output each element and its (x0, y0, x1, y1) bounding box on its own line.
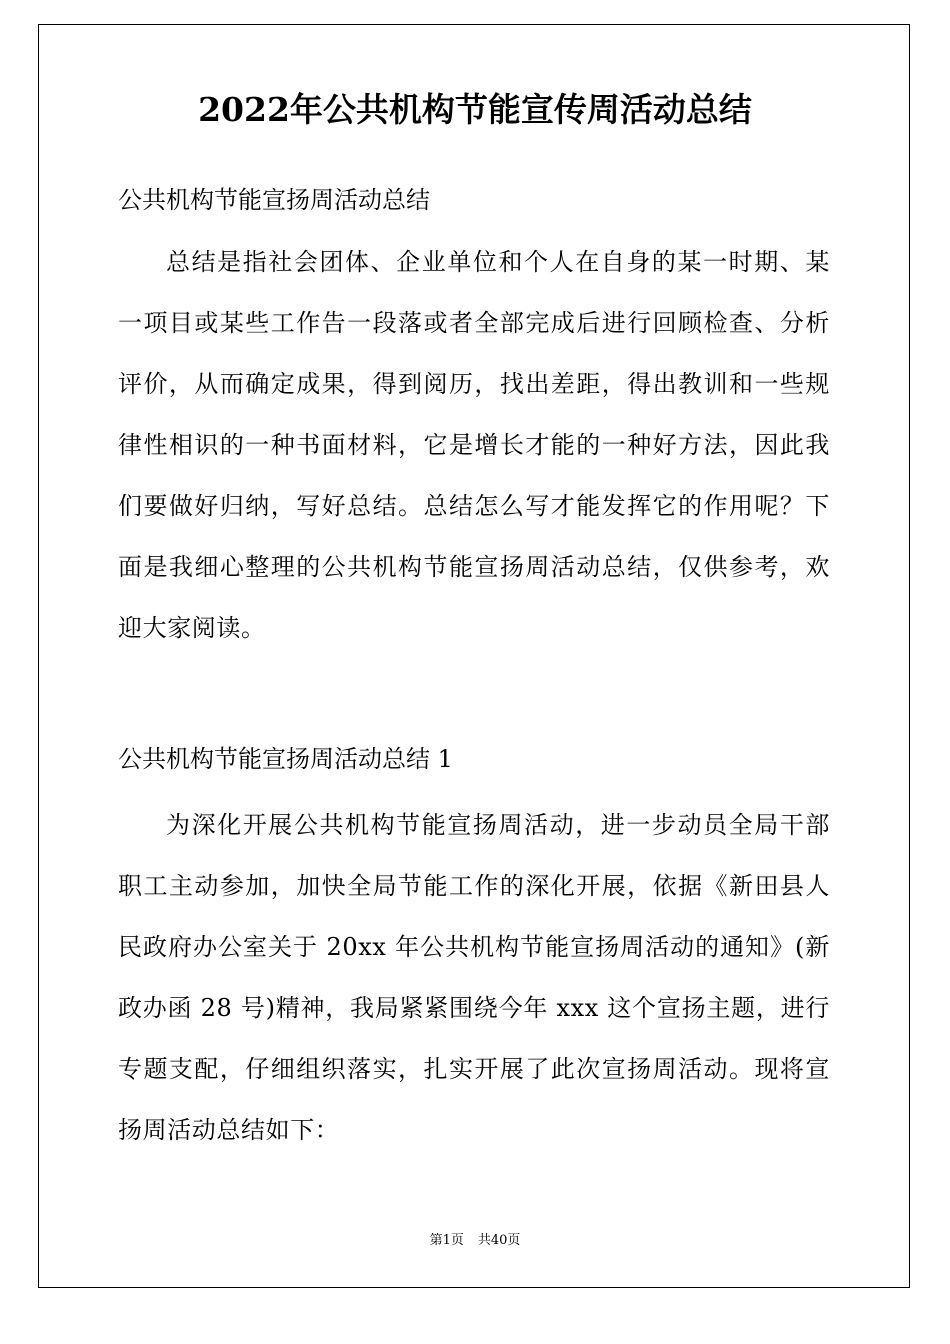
section-heading: 公共机构节能宣扬周活动总结 (118, 186, 430, 214)
page-number: 第1页 (429, 1233, 464, 1248)
subsection-heading: 公共机构节能宣扬周活动总结 1 (118, 745, 453, 773)
intro-paragraph: 总结是指社会团体、企业单位和个人在自身的某一时期、某一项目或某些工作告一段落或者全部完成后进行回顾检查、分析评价，从而确定成果，得到阅历，找出差距，得出教训和一些规律性相识的一种书面材料，它是增长才能的一种好方法，因此我们要做好归纳，写好总结。总结怎么写才能发挥它的作用呢？下面是我细心整理的公共机构节能宣扬周活动总结，仅供参考，欢迎大家阅读。 (118, 248, 830, 642)
page-total: 共40页 (477, 1233, 521, 1248)
body-paragraph: 为深化开展公共机构节能宣扬周活动，进一步动员全局干部职工主动参加，加快全局节能工作的深化开展，依据《新田县人民政府办公室关于 20xx 年公共机构节能宣扬周活动的通知》(新政办函 28 号)精神，我局紧紧围绕今年 xxx 这个宣扬主题，进行专题支配，仔细组织落实，扎实开展了此次宣扬周活动。现将宣扬周活动总结如下： (118, 811, 830, 1144)
page-footer (0, 1231, 950, 1251)
document-title: 2022年公共机构节能宣传周活动总结 (198, 90, 752, 129)
